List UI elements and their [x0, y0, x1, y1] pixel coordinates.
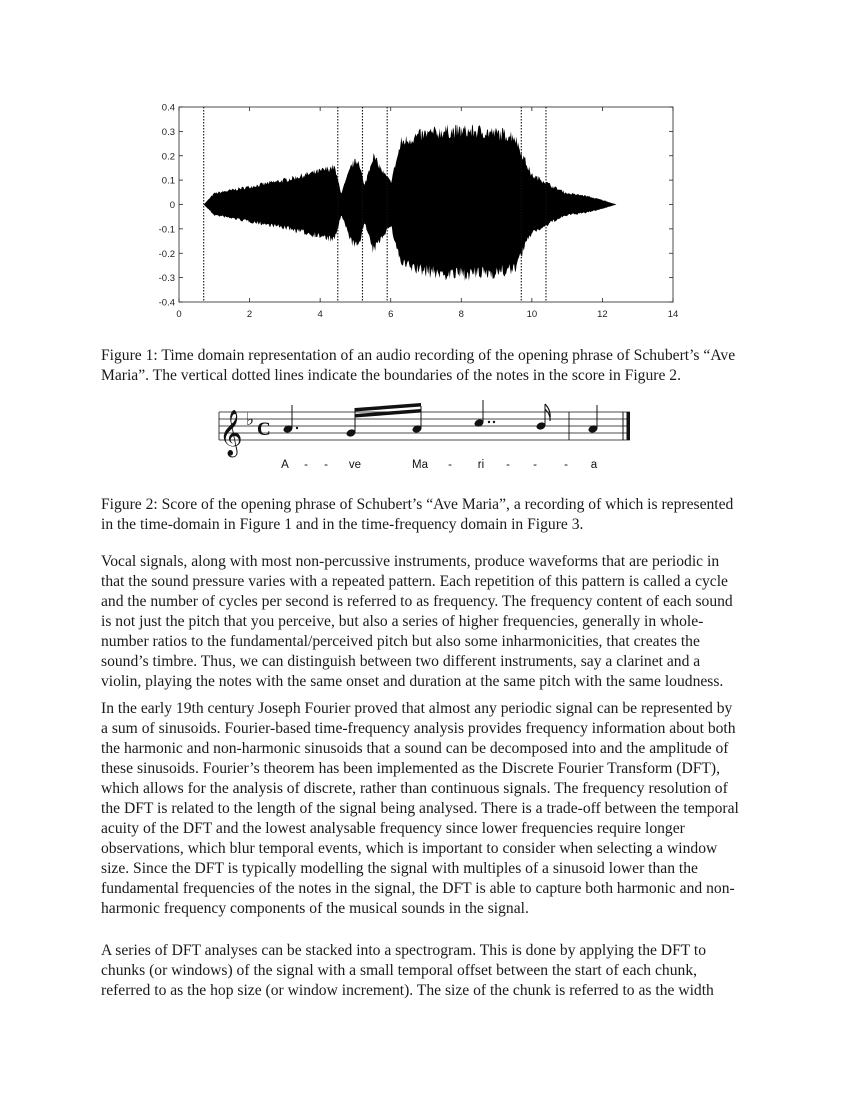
body-paragraph: A series of DFT analyses can be stacked into a spectrogram. This is done by applying the DFT to chunks (or windows) of the signal with a small temporal offset between the start of each chunk, referred to as the hop size (or window increment). The size of the chunk is referred to as the width — [101, 942, 714, 999]
key-signature-flat: ♭ — [246, 410, 255, 429]
x-tick-label: 14 — [667, 309, 679, 320]
lyric-hyphen: - — [304, 459, 308, 471]
lyric-syllable: ri — [477, 459, 485, 471]
lyric-syllable: A — [281, 459, 289, 471]
lyric-hyphen: - — [564, 459, 568, 471]
figure1-caption: Figure 1: Time domain representation of an audio recording of the opening phrase of Schubert’s “Ave Maria”. The vertical dotted lines indicate the boundaries of the notes in the score in Figure 2. — [101, 347, 736, 384]
y-tick-label: -0.2 — [158, 248, 175, 260]
lyric-syllable: ve — [348, 459, 362, 471]
y-tick-label: -0.4 — [158, 297, 175, 309]
x-tick-label: 2 — [246, 309, 253, 320]
x-tick-label: 10 — [526, 309, 538, 320]
note-2-3-beamed — [346, 403, 423, 438]
music-score — [0, 398, 850, 478]
lyric-hyphen: - — [448, 459, 452, 471]
y-tick-label: -0.1 — [158, 224, 175, 236]
x-tick-label: 12 — [597, 309, 608, 320]
y-tick-label: 0.1 — [161, 175, 175, 187]
y-tick-label: 0.2 — [161, 151, 175, 163]
lyrics — [281, 459, 598, 471]
waveform-chart — [0, 0, 850, 330]
y-tick-label: 0.3 — [161, 126, 175, 138]
figure2-caption: Figure 2: Score of the opening phrase of Schubert’s “Ave Maria”, a recording of which is represented in the time-domain in Figure 1 and in the time-frequency domain in Figure 3. — [101, 496, 734, 533]
x-tick-label: 0 — [176, 309, 182, 320]
y-tick-label: 0.4 — [161, 102, 175, 114]
note-5 — [536, 404, 551, 431]
y-tick-label: -0.3 — [158, 273, 175, 285]
y-tick-label: 0 — [169, 200, 175, 211]
x-tick-label: 8 — [458, 309, 464, 320]
treble-clef: 𝄞 — [219, 410, 243, 456]
lyric-syllable: a — [590, 459, 598, 471]
common-time-signature: C — [257, 419, 271, 440]
x-tick-label: 4 — [317, 309, 323, 320]
note-4 — [474, 400, 496, 428]
staff-lines — [219, 412, 630, 440]
body-paragraph: In the early 19th century Joseph Fourier proved that almost any periodic signal can be represented by a sum of sinusoids. Fourier-based time-frequency analysis provides frequency information about both the harmonic and non-harmonic sinusoids that a sound can be decomposed into and the amplitude of these sinusoids. Fourier’s theorem has been implemented as the Discrete Fourier Transform (DFT), which allows for the analysis of discrete, rather than continuous signals. The frequency resolution of the DFT is related to the length of the signal being analysed. There is a trade-off between the temporal acuity of the DFT and the lowest analysable frequency since lower frequencies require longer observations, which blur temporal events, which is important to consider when selecting a window size. Since the DFT is typically modelling the signal with multiples of a sinusoid lower than the fundamental frequencies of the notes in the signal, the DFT is able to capture both harmonic and non-harmonic frequency components of the musical sounds in the signal. — [101, 700, 739, 917]
x-tick-label: 6 — [388, 309, 394, 320]
lyric-syllable: Ma — [412, 459, 428, 471]
body-paragraph: Vocal signals, along with most non-percussive instruments, produce waveforms that are periodic in that the sound pressure varies with a repeated pattern. Each repetition of this pattern is called a cycle and the number of cycles per second is referred to as frequency. The frequency content of each sound is not just the pitch that you perceive, but also a series of higher frequencies, generally in whole-number ratios to the fundamental/perceived pitch but also some inharmonicities, that creates the sound’s timbre. Thus, we can distinguish between two different instruments, say a clarinet and a violin, playing the notes with the same onset and duration at the same pitch with the same loudness. — [101, 553, 733, 690]
lyric-hyphen: - — [324, 459, 328, 471]
lyric-hyphen: - — [506, 459, 510, 471]
lyric-hyphen: - — [533, 459, 537, 471]
